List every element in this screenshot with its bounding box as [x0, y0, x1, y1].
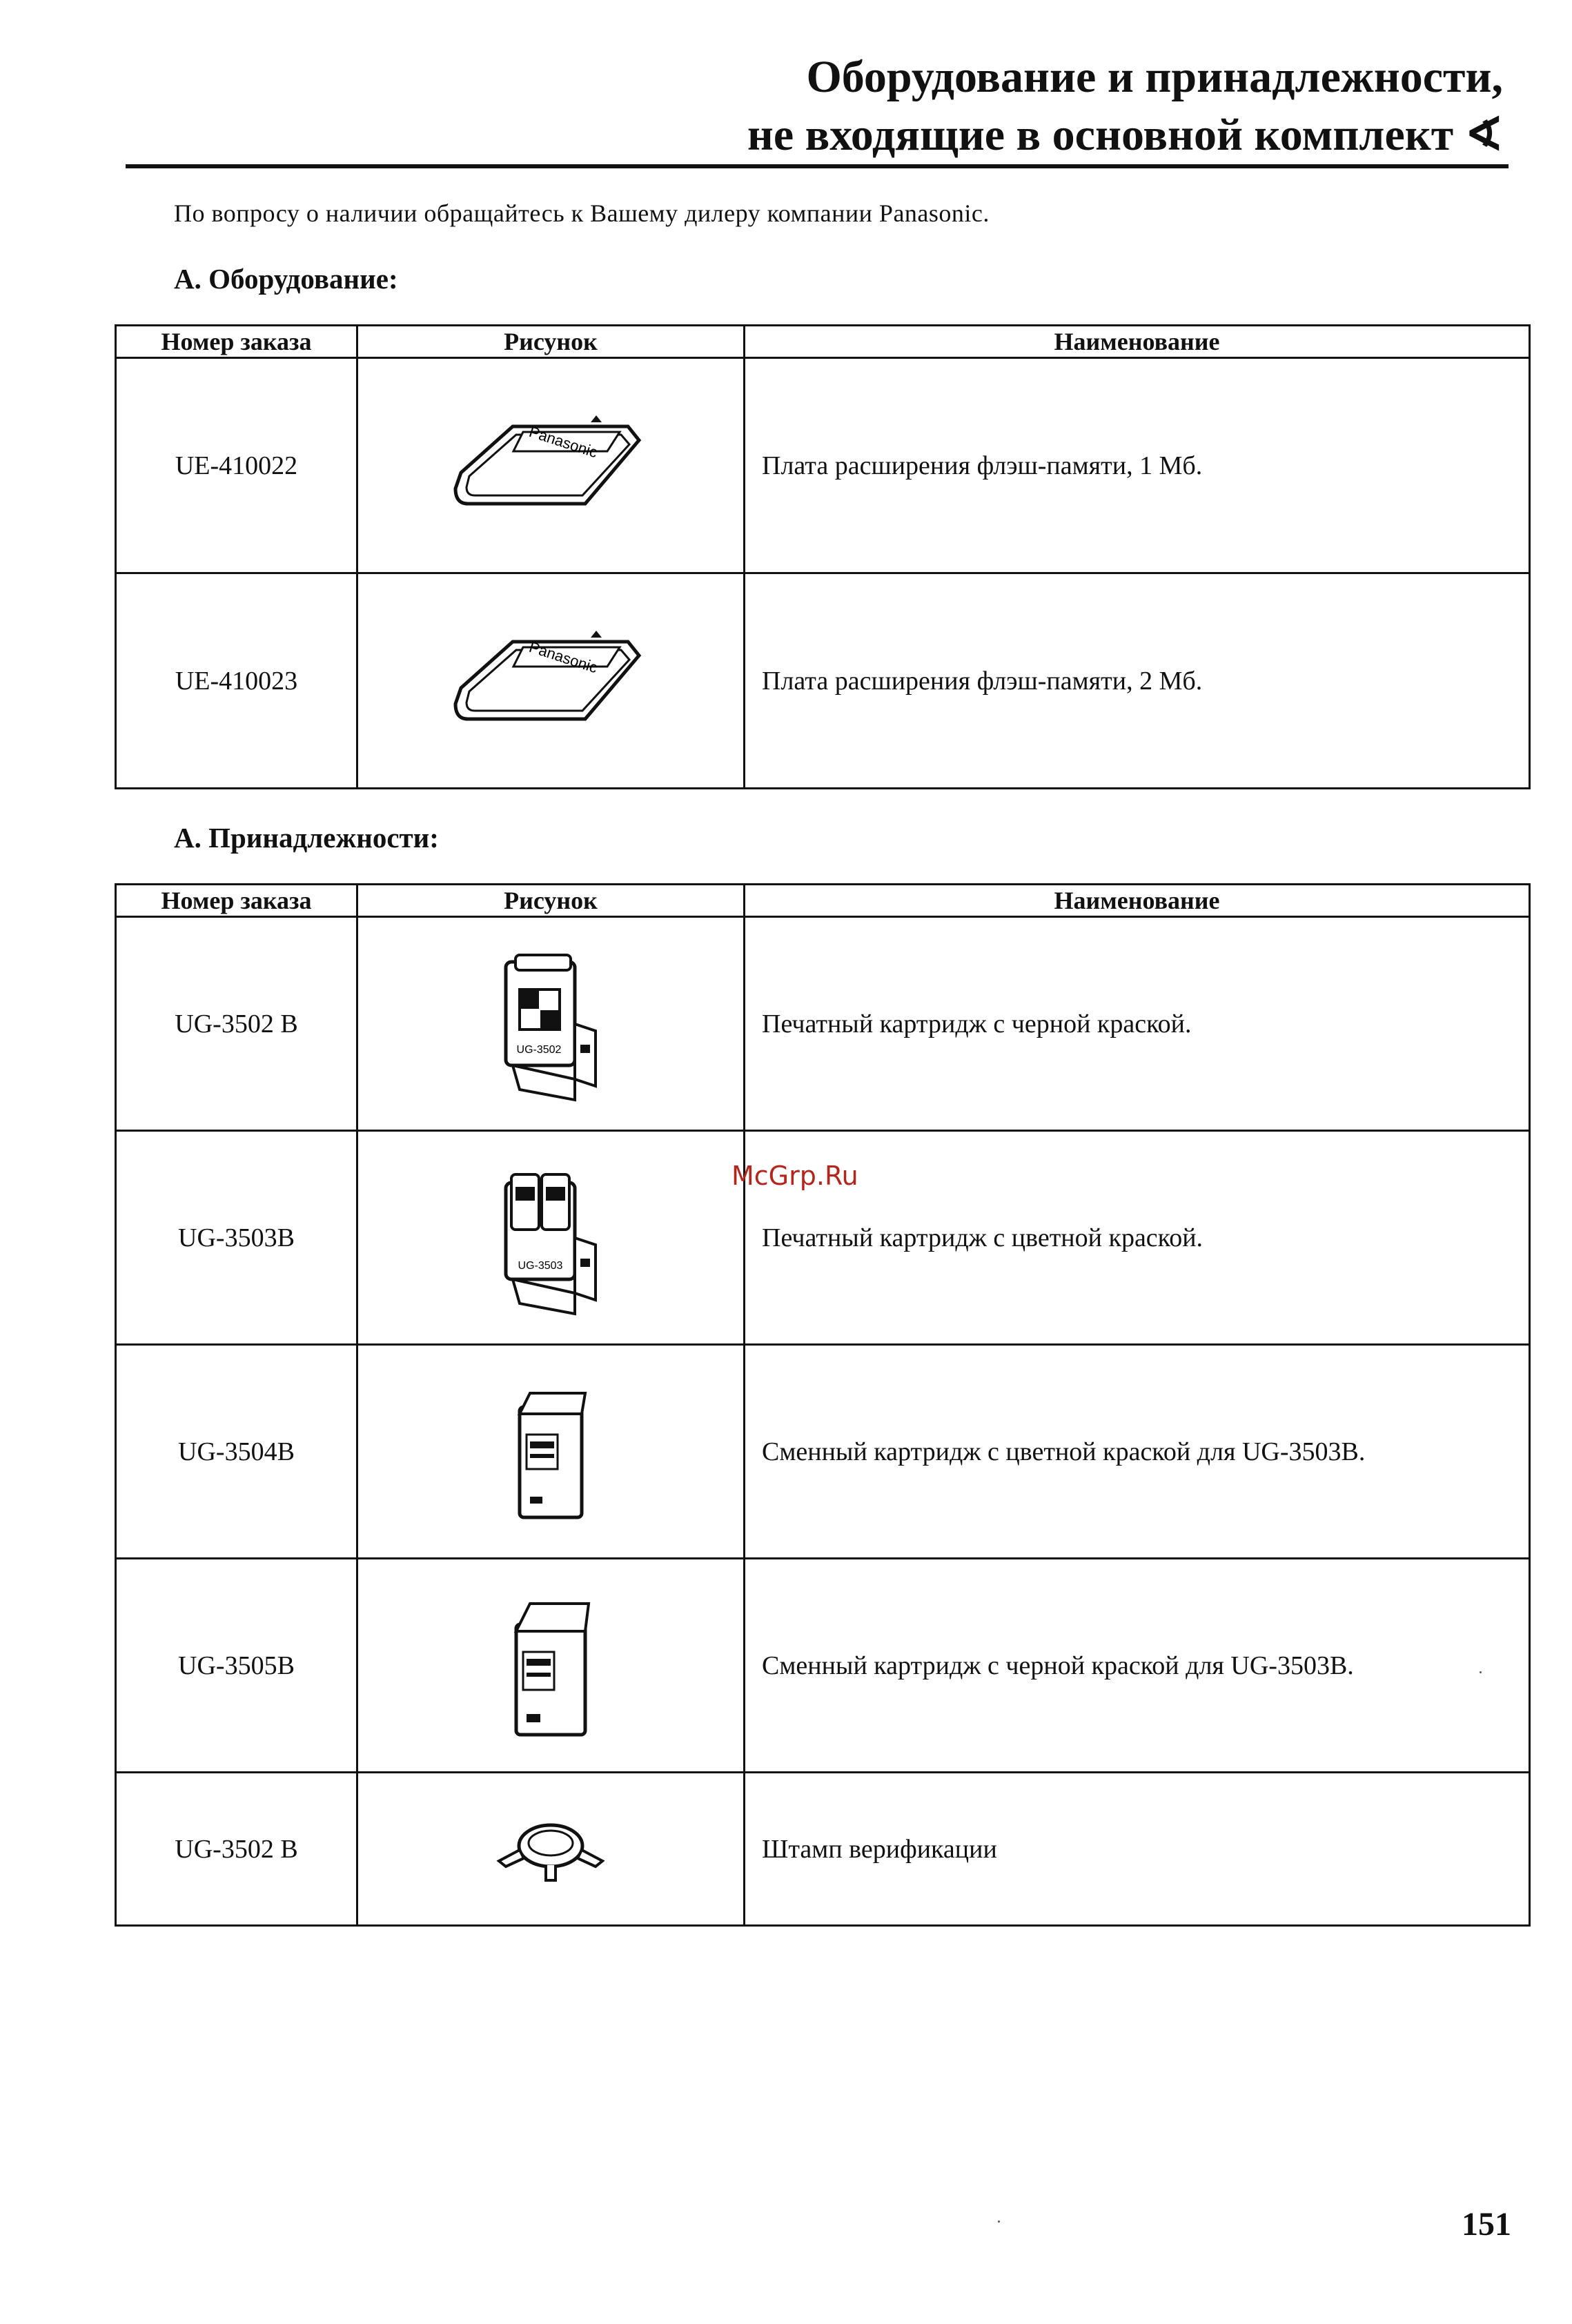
table-row	[116, 1559, 1530, 1773]
picture-cell	[357, 1131, 745, 1345]
watermark: McGrp.Ru	[731, 1161, 858, 1191]
table-header-row	[116, 885, 1530, 917]
table-row	[116, 1345, 1530, 1559]
column-header-name: Наименование	[745, 885, 1530, 917]
order-code: UG-3502 B	[116, 1773, 357, 1926]
order-code: UE-410022	[116, 358, 357, 573]
cartridge-label: UG-3502	[516, 1043, 562, 1056]
print-cartridge-color-icon	[492, 1155, 609, 1321]
table-row	[116, 573, 1530, 789]
page-number: 151	[1462, 2206, 1511, 2243]
flash-card-icon	[447, 622, 654, 740]
table-row	[116, 1773, 1530, 1926]
table-row	[116, 358, 1530, 573]
order-code: UG-3502 B	[116, 917, 357, 1131]
item-name: Печатный картридж с черной краской.	[745, 917, 1530, 1131]
intro-text: По вопросу о наличии обращайтесь к Вашему дилеру компании Panasonic.	[174, 199, 990, 227]
order-code: UG-3504B	[116, 1345, 357, 1559]
column-header-code: Номер заказа	[116, 885, 357, 917]
page-title-line-1: Оборудование и принадлежности,	[806, 52, 1503, 102]
picture-cell	[357, 1345, 745, 1559]
picture-cell	[357, 1559, 745, 1773]
cartridge-label: UG-3503	[518, 1259, 563, 1272]
item-name: Плата расширения флэш-памяти, 1 Мб.	[745, 358, 1530, 573]
column-header-name: Наименование	[745, 326, 1530, 358]
table-row	[116, 917, 1530, 1131]
scan-speck	[1480, 1671, 1482, 1673]
refill-cartridge-black-icon	[499, 1583, 602, 1749]
refill-cartridge-color-icon	[502, 1372, 599, 1531]
accessories-heading: А. Принадлежности:	[174, 822, 439, 854]
scan-speck	[998, 2220, 1000, 2223]
table-header-row	[116, 326, 1530, 358]
accessories-table	[115, 883, 1531, 1927]
picture-cell	[357, 917, 745, 1131]
item-name: Сменный картридж с цветной краской для UG-3503B.	[745, 1345, 1530, 1559]
item-name: Плата расширения флэш-памяти, 2 Мб.	[745, 573, 1530, 789]
page-title	[330, 48, 1503, 164]
print-cartridge-black-icon	[492, 941, 609, 1107]
column-header-picture: Рисунок	[357, 326, 745, 358]
order-code: UE-410023	[116, 573, 357, 789]
column-header-code: Номер заказа	[116, 326, 357, 358]
item-name: Печатный картридж с цветной краской.	[745, 1131, 1530, 1345]
card-label: Panasonic	[527, 638, 600, 676]
item-name: Сменный картридж с черной краской для UG-3503B.	[745, 1559, 1530, 1773]
title-rule	[126, 164, 1509, 168]
picture-cell	[357, 573, 745, 789]
order-code: UG-3505B	[116, 1559, 357, 1773]
picture-cell	[357, 1773, 745, 1926]
picture-cell	[357, 358, 745, 573]
order-code: UG-3503B	[116, 1131, 357, 1345]
column-header-picture: Рисунок	[357, 885, 745, 917]
page-title-line-2: не входящие в основной комплект ∢	[747, 110, 1503, 160]
card-label: Panasonic	[527, 422, 600, 461]
flash-card-icon	[447, 407, 654, 524]
equipment-table	[115, 324, 1531, 789]
equipment-heading: А. Оборудование:	[174, 263, 398, 295]
verification-stamp-icon	[492, 1811, 609, 1887]
item-name: Штамп верификации	[745, 1773, 1530, 1926]
